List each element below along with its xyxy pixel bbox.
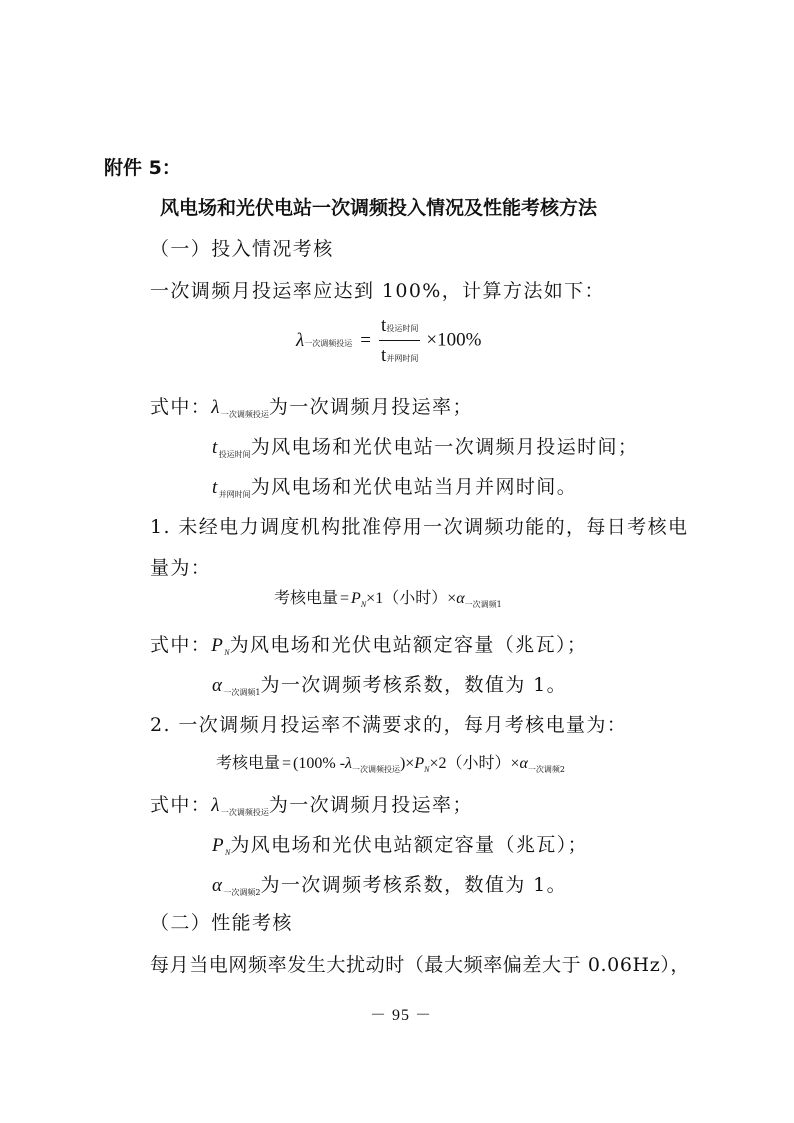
where-line-alpha-1 <box>212 670 567 698</box>
formula-operation-rate <box>296 314 481 367</box>
where-label: 式中： <box>150 396 212 418</box>
formula-left: 考核电量 <box>274 588 339 607</box>
lambda-description: 为一次调频月投运率； <box>268 396 473 418</box>
item-2-line-1: 2. 一次调频月投运率不满要求的，每月考核电量为： <box>150 714 628 736</box>
where-label: 式中： <box>150 634 212 656</box>
p-subscript: N <box>224 648 230 657</box>
t-operation-description: 为风电场和光伏电站一次调频月投运时间； <box>250 436 639 458</box>
lambda-subscript: 一次调频投运 <box>351 765 400 774</box>
alpha-subscript: 一次调频1 <box>223 688 261 697</box>
times-hundred-percent: ×100% <box>426 329 482 351</box>
where-line-lambda-2 <box>150 790 473 818</box>
equals-sign: = <box>282 755 292 772</box>
lambda-subscript: 一次调频投运 <box>304 339 353 348</box>
section-1-heading: （一）投入情况考核 <box>150 238 334 260</box>
p-symbol: P <box>211 635 225 656</box>
lambda-subscript: 一次调频投运 <box>220 808 269 817</box>
section-1-intro: 一次调频月投运率应达到 100%，计算方法如下： <box>150 280 605 302</box>
t-symbol: t <box>212 477 219 498</box>
equals-sign: = <box>340 590 350 607</box>
p-symbol: P <box>212 835 226 856</box>
lambda-subscript: 一次调频投运 <box>220 410 269 419</box>
p-subscript: N <box>424 765 430 774</box>
page-number: － 95 － <box>370 1007 433 1024</box>
alpha-subscript: 一次调频1 <box>464 600 502 609</box>
formula-monthly-penalty <box>216 750 565 775</box>
where-line-t-operation <box>212 432 638 460</box>
alpha-symbol: α <box>519 755 528 772</box>
formula-open: (100% - <box>293 755 346 772</box>
section-2-line-1: 每月当电网频率发生大扰动时（最大频率偏差大于 0.06Hz）， <box>150 954 691 976</box>
t-grid-description: 为风电场和光伏电站当月并网时间。 <box>250 476 578 498</box>
alpha-subscript: 一次调频2 <box>223 888 261 897</box>
p-subscript: N <box>360 600 367 609</box>
p-subscript: N <box>225 848 231 857</box>
where-line-p-2 <box>212 830 588 857</box>
alpha-description: 为一次调频考核系数，数值为 1。 <box>260 674 567 696</box>
alpha-symbol: α <box>212 675 224 696</box>
fraction-denominator <box>379 341 420 367</box>
formula-left: 考核电量 <box>216 753 281 772</box>
numerator-subscript: 投运时间 <box>386 324 419 333</box>
alpha-description: 为一次调频考核系数，数值为 1。 <box>260 874 567 896</box>
formula-daily-penalty <box>274 585 502 610</box>
where-line-lambda <box>150 392 473 420</box>
alpha-symbol: α <box>456 590 465 607</box>
where-line-p <box>150 630 587 657</box>
t-symbol: t <box>381 345 387 366</box>
document-title: 风电场和光伏电站一次调频投入情况及性能考核方法 <box>160 197 598 219</box>
t-subscript: 并网时间 <box>218 490 251 499</box>
p-symbol: P <box>414 755 425 772</box>
where-label: 式中： <box>150 794 212 816</box>
alpha-subscript: 一次调频2 <box>527 765 566 774</box>
p-description: 为风电场和光伏电站额定容量（兆瓦）； <box>229 634 588 656</box>
formula-middle: ×1（小时）× <box>366 590 457 607</box>
where-line-t-grid <box>212 472 577 500</box>
lambda-symbol: λ <box>211 397 221 418</box>
item-1-line-1: 1. 未经电力调度机构批准停用一次调频功能的，每日考核电 <box>150 516 689 538</box>
lambda-symbol: λ <box>211 795 221 816</box>
equals-sign: = <box>360 329 371 351</box>
p-description: 为风电场和光伏电站额定容量（兆瓦）； <box>230 834 589 856</box>
alpha-symbol: α <box>212 875 224 896</box>
formula-middle: ×2（小时）× <box>429 755 520 772</box>
t-symbol: t <box>381 315 387 336</box>
formula-close: )× <box>399 755 415 772</box>
item-1-line-2: 量为： <box>150 557 212 579</box>
section-2-heading: （二）性能考核 <box>150 912 293 934</box>
where-line-alpha-2 <box>212 870 567 898</box>
p-symbol: P <box>351 590 361 607</box>
attachment-label: 附件 5： <box>104 157 181 179</box>
lambda-symbol: λ <box>296 330 305 351</box>
fraction-numerator <box>379 314 420 341</box>
denominator-subscript: 并网时间 <box>386 354 419 363</box>
lambda-description: 为一次调频月投运率； <box>268 794 473 816</box>
t-subscript: 投运时间 <box>218 450 251 459</box>
lambda-symbol: λ <box>345 755 352 772</box>
fraction <box>379 314 420 367</box>
t-symbol: t <box>212 437 219 458</box>
